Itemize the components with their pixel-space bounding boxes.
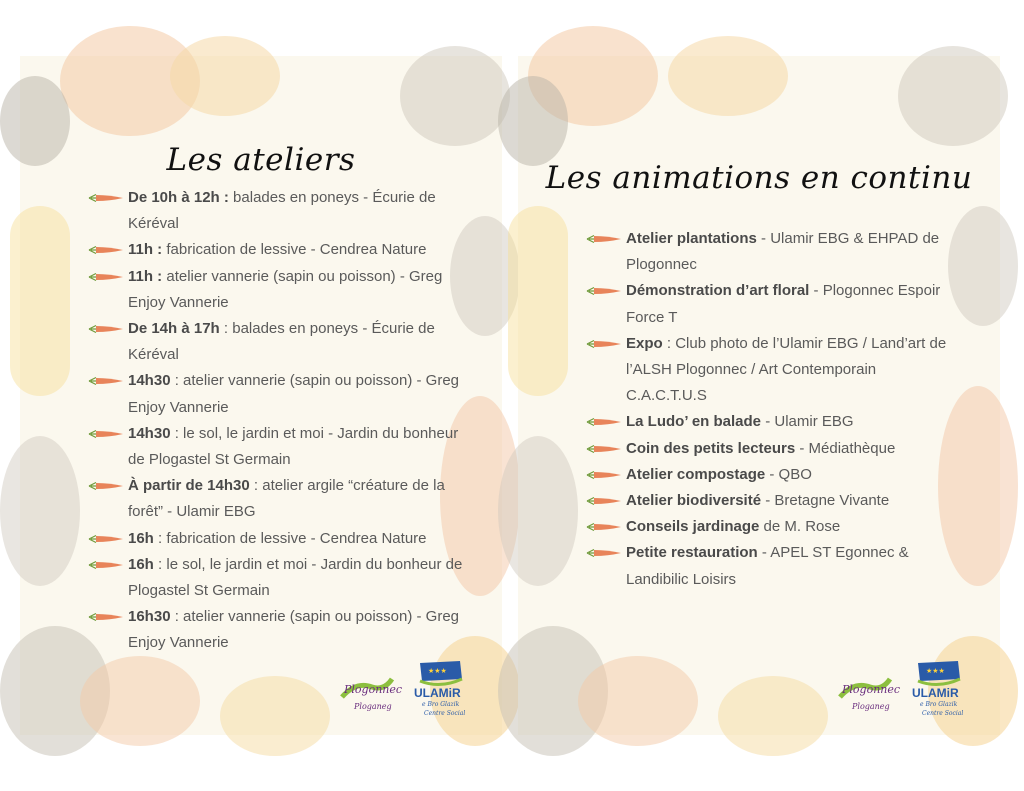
carrot-icon [586,233,622,245]
vegetable-illustration [668,36,788,116]
svg-text:Centre Social: Centre Social [424,710,466,717]
vegetable-illustration [170,36,280,116]
carrot-icon [586,521,622,533]
carrot-icon [88,323,124,335]
carrot-icon [586,469,622,481]
item-text: : atelier argile “créature de la forêt” - Ulamir EBG [128,477,445,521]
item-text: : balades en poneys - Écurie de Kéréval [128,320,435,364]
cabbage-illustration [948,206,1018,326]
svg-text:e Bro Glazik: e Bro Glazik [920,701,958,708]
item-highlight: Petite restauration [626,544,758,562]
list-item [88,552,468,604]
item-text: - APEL ST Egonnec & Landibilic Loisirs [626,544,909,588]
item-highlight: 16h [128,555,154,573]
item-text: - Ulamir EBG [761,413,854,431]
svg-text:ULAMiR: ULAMiR [912,686,959,700]
svg-text:Plogonnec: Plogonnec [842,683,901,696]
ateliers-title: Les ateliers [166,142,356,178]
list-item [586,278,956,330]
carrot-icon [586,547,622,559]
flower-illustration-bottom [578,656,698,746]
ulamir-logo [910,659,966,719]
list-item [88,473,468,525]
corn-illustration [508,206,568,396]
svg-text:e Bro Glazik: e Bro Glazik [422,701,460,708]
svg-text:★★★: ★★★ [926,667,945,675]
squash-illustration [718,676,828,756]
beetroot-illustration [498,76,568,166]
item-highlight: À partir de 14h30 [128,477,250,495]
carrot-icon [88,559,124,571]
list-item [88,604,468,656]
item-highlight: Expo [626,334,663,352]
list-item [88,237,468,263]
item-text: de M. Rose [759,518,841,536]
item-highlight: La Ludo’ en balade [626,413,762,431]
onion-illustration [898,46,1008,146]
item-highlight: 11h : [128,241,163,259]
corn-illustration [10,206,70,396]
item-highlight: De 10h à 12h : [128,189,229,206]
list-item [88,264,468,316]
svg-text:★★★: ★★★ [428,667,447,675]
item-highlight: Démonstration d’art floral [626,282,810,300]
carrot-icon [88,428,124,440]
item-text: - Ulamir EBG & EHPAD de Plogonnec [626,230,940,274]
carrot-icon [586,443,622,455]
plogonnec-logo [338,663,403,715]
item-text: atelier vannerie (sapin ou poisson) - Greg Enjoy Vannerie [128,267,443,311]
item-highlight: De 14h à 17h [128,320,220,338]
item-highlight: Atelier compostage [626,465,766,483]
item-text: : atelier vannerie (sapin ou poisson) - Greg Enjoy Vannerie [128,608,460,652]
radish-illustration [0,436,80,586]
carrot-icon [88,192,124,204]
item-highlight: 16h30 [128,608,171,626]
svg-text:Ploganeg: Ploganeg [852,702,890,711]
svg-text:Plogonnec: Plogonnec [344,683,403,696]
partner-logos [338,659,488,719]
list-item [88,316,468,368]
list-item [586,514,956,540]
list-item [88,421,468,473]
list-item [88,526,468,552]
list-item [586,540,956,592]
carrot-icon [88,533,124,545]
squash-illustration [220,676,330,756]
ulamir-logo [412,659,468,719]
carrot-icon [88,375,124,387]
list-item [586,331,956,410]
animations-list [586,226,956,593]
ateliers-panel [20,56,502,735]
item-text: fabrication de lessive - Cendrea Nature [162,241,427,259]
carrot-icon [586,495,622,507]
list-item [586,436,956,462]
item-highlight: Atelier plantations [626,230,757,247]
carrot-icon [88,271,124,283]
ateliers-list [88,185,468,657]
item-text: - Bretagne Vivante [761,492,890,510]
list-item [586,488,956,514]
item-text: balades en poneys - Écurie de Kéréval [128,189,436,233]
item-text: : atelier vannerie (sapin ou poisson) - Greg Enjoy Vannerie [128,372,460,416]
partner-logos [836,659,986,719]
animations-title: Les animations en continu [545,160,973,196]
carrot-icon [88,244,124,256]
list-item [586,409,956,435]
list-item [586,462,956,488]
item-highlight: 11h : [128,267,163,285]
carrot-icon [586,338,622,350]
item-text: : fabrication de lessive - Cendrea Nature [153,529,427,547]
item-text: : le sol, le jardin et moi - Jardin du bonheur de Plogastel St Germain [128,555,463,600]
carrot-icon [88,480,124,492]
svg-text:Ploganeg: Ploganeg [354,702,392,711]
item-text: - Médiathèque [795,439,896,457]
carrot-icon [586,285,622,297]
carrot-icon [586,416,622,428]
item-text: : Club photo de l’Ulamir EBG / Land’art de l’ALSH Plogonnec / Art Contemporain C.A.C.T.U.S [626,334,947,405]
plogonnec-logo [836,663,901,715]
item-text: : le sol, le jardin et moi - Jardin du bonheur de Plogastel St Germain [128,424,459,469]
animations-panel [518,56,1000,735]
list-item [88,185,468,237]
item-highlight: 16h [128,529,154,547]
list-item [88,368,468,420]
item-text: - Plogonnec Espoir Force T [626,282,941,326]
onion-illustration [400,46,510,146]
svg-text:Centre Social: Centre Social [922,710,964,717]
item-highlight: Conseils jardinage [626,518,760,536]
item-highlight: 14h30 [128,424,171,442]
item-highlight: 14h30 [128,372,171,390]
list-item [586,226,956,278]
radish-illustration [498,436,578,586]
carrot-icon [88,611,124,623]
flower-illustration-bottom [80,656,200,746]
item-text: - QBO [765,465,812,483]
svg-text:ULAMiR: ULAMiR [414,686,461,700]
item-highlight: Atelier biodiversité [626,492,762,510]
item-highlight: Coin des petits lecteurs [626,439,796,457]
